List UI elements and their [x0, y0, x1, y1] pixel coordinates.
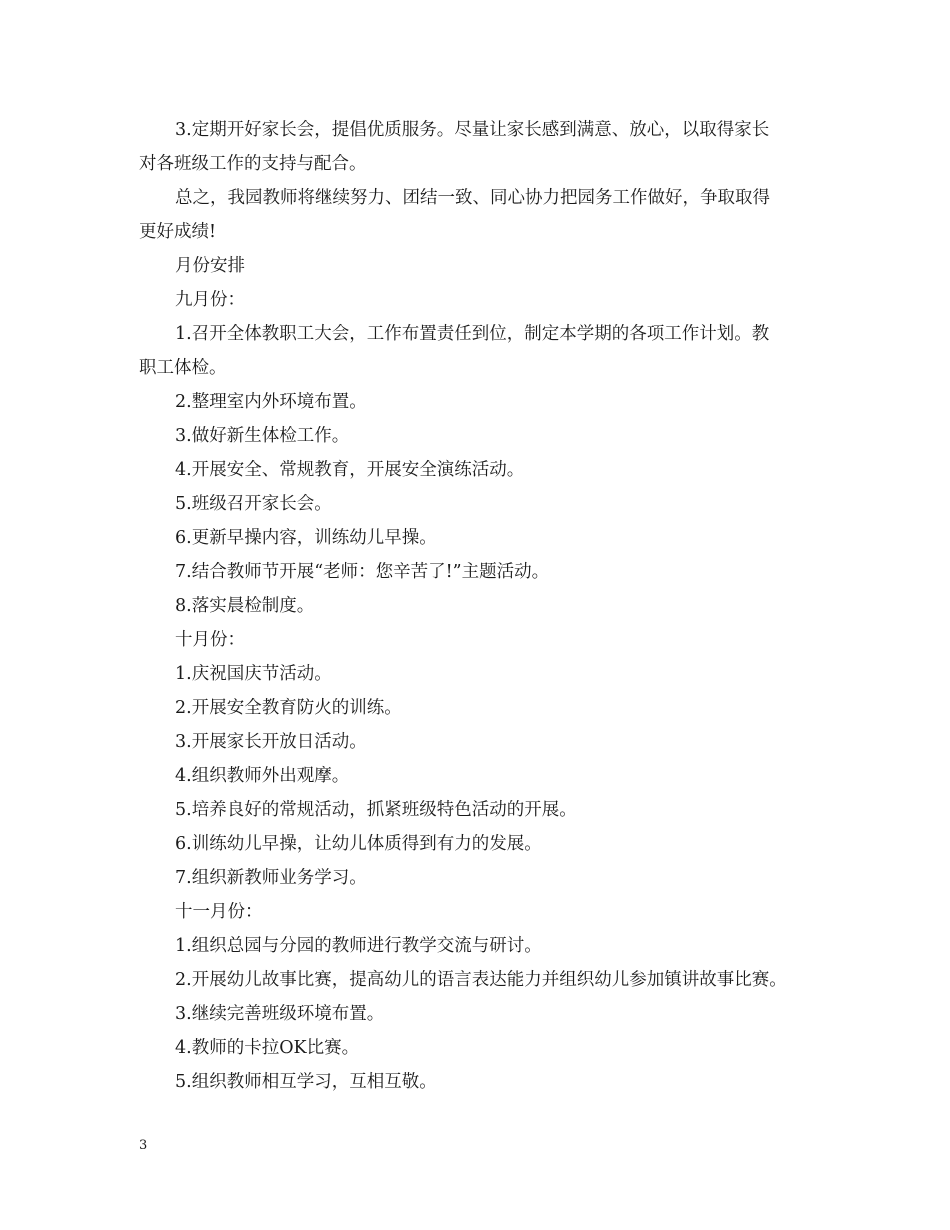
month-heading: 九月份： — [175, 290, 245, 310]
list-item: 4.教师的卡拉OK比赛。 — [175, 1038, 360, 1058]
list-item: 2.整理室内外环境布置。 — [175, 392, 367, 412]
paragraph-line: 3.定期开好家长会，提倡优质服务。尽量让家长感到满意、放心，以取得家长 — [175, 120, 770, 140]
section-heading: 月份安排 — [175, 256, 245, 276]
list-item: 2.开展安全教育防火的训练。 — [175, 698, 402, 718]
list-item: 7.组织新教师业务学习。 — [175, 868, 367, 888]
paragraph-line: 对各班级工作的支持与配合。 — [139, 154, 367, 174]
list-item: 5.组织教师相互学习，互相互敬。 — [175, 1072, 437, 1092]
list-item: 1.组织总园与分园的教师进行教学交流与研讨。 — [175, 936, 542, 956]
list-item: 5.培养良好的常规活动，抓紧班级特色活动的开展。 — [175, 800, 577, 820]
list-item: 3.开展家长开放日活动。 — [175, 732, 367, 752]
list-item: 4.组织教师外出观摩。 — [175, 766, 350, 786]
list-item: 6.训练幼儿早操，让幼儿体质得到有力的发展。 — [175, 834, 542, 854]
month-heading: 十一月份： — [175, 902, 263, 922]
list-item: 1.庆祝国庆节活动。 — [175, 664, 332, 684]
list-item: 3.继续完善班级环境布置。 — [175, 1004, 385, 1024]
list-item: 2.开展幼儿故事比赛，提高幼儿的语言表达能力并组织幼儿参加镇讲故事比赛。 — [175, 970, 787, 990]
list-item: 5.班级召开家长会。 — [175, 494, 332, 514]
page-number: 3 — [139, 1138, 148, 1153]
list-item: 6.更新早操内容，训练幼儿早操。 — [175, 528, 437, 548]
list-item: 1.召开全体教职工大会，工作布置责任到位，制定本学期的各项工作计划。教 — [175, 324, 770, 344]
list-item: 7.结合教师节开展“老师：您辛苦了!”主题活动。 — [175, 562, 550, 582]
list-item: 3.做好新生体检工作。 — [175, 426, 350, 446]
month-heading: 十月份： — [175, 630, 245, 650]
list-item: 4.开展安全、常规教育，开展安全演练活动。 — [175, 460, 525, 480]
list-item: 8.落实晨检制度。 — [175, 596, 315, 616]
paragraph-line: 更好成绩! — [139, 222, 217, 242]
list-item-continuation: 职工体检。 — [139, 358, 227, 378]
document-body — [139, 113, 829, 1099]
paragraph-line: 总之，我园教师将继续努力、团结一致、同心协力把园务工作做好，争取取得 — [175, 188, 770, 208]
